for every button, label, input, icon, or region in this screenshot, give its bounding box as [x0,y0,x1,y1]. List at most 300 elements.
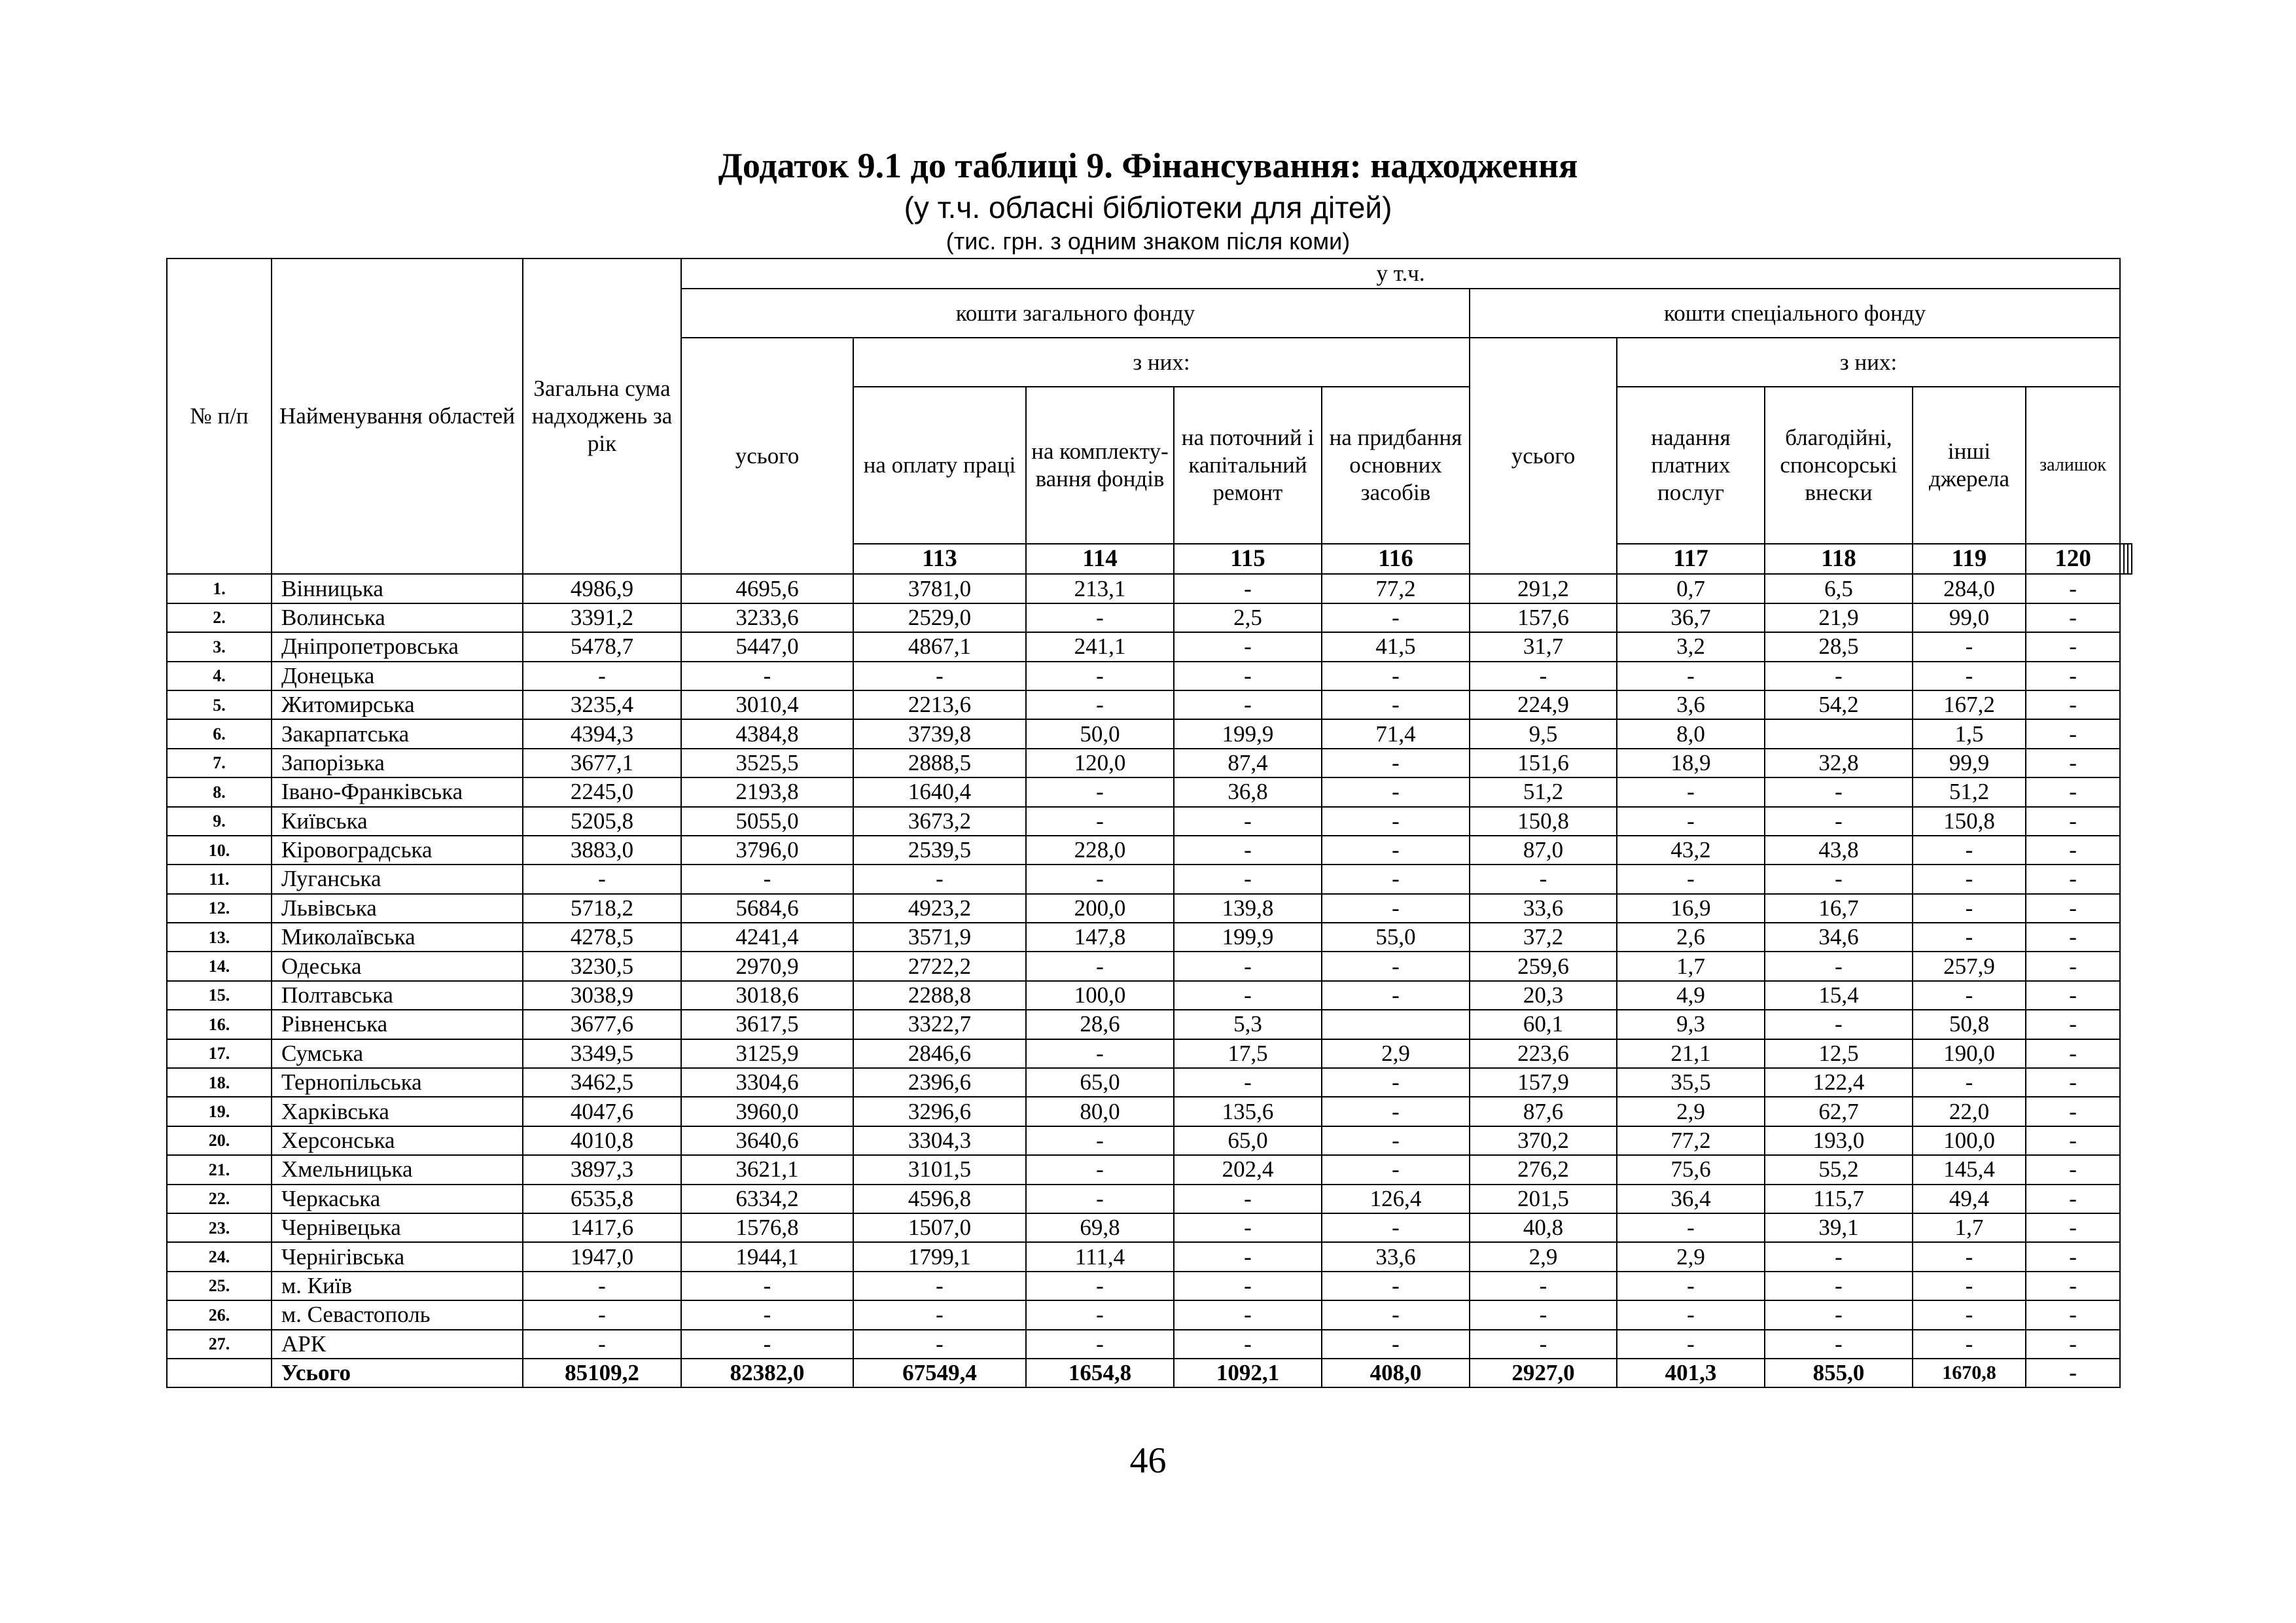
table-row [167,574,2132,603]
table-cell: 55,2 [1765,1155,1913,1184]
table-cell: 257,9 [1913,952,2026,980]
table-row [167,894,2132,923]
table-cell: 259,6 [1470,952,1617,980]
region-name: Вінницька [272,574,523,603]
total-cell: 1092,1 [1174,1359,1322,1387]
region-name: Полтавська [272,981,523,1010]
region-name: Луганська [272,865,523,893]
table-cell: 2,9 [1322,1039,1470,1068]
table-cell: 54,2 [1765,690,1913,719]
table-cell: 4596,8 [853,1185,1026,1213]
table-cell: 9,3 [1617,1010,1765,1039]
column-code: 114 [1026,544,1174,574]
table-cell: 3233,6 [681,603,853,632]
table-cell: 4986,9 [523,574,681,603]
table-row [167,1068,2132,1097]
table-cell: - [1322,1272,1470,1300]
table-cell: - [1765,865,1913,893]
table-cell: 3796,0 [681,836,853,865]
table-cell: 43,2 [1617,836,1765,865]
table-cell [1765,719,1913,748]
table-cell: - [853,1272,1026,1300]
table-cell: 199,9 [1174,923,1322,952]
table-cell: - [2026,603,2120,632]
table-cell: 2,6 [1617,923,1765,952]
table-cell: 3391,2 [523,603,681,632]
table-cell: - [2026,1300,2120,1329]
table-row [167,1272,2132,1300]
table-cell: 5055,0 [681,807,853,836]
row-number: 14. [167,952,272,980]
table-cell: - [853,1330,1026,1359]
table-cell: 199,9 [1174,719,1322,748]
table-cell: - [1026,690,1174,719]
table-cell: - [1026,1126,1174,1155]
table-cell: - [2026,1242,2120,1271]
table-cell: 157,6 [1470,603,1617,632]
region-name: Львівська [272,894,523,923]
region-name: Житомирська [272,690,523,719]
financing-table [166,258,2132,1388]
region-name: Одеська [272,952,523,980]
row-number: 24. [167,1242,272,1271]
table-cell: 50,0 [1026,719,1174,748]
table-cell: 151,6 [1470,749,1617,777]
header-general-fund: кошти загального фонду [681,289,1470,338]
table-cell: 2539,5 [853,836,1026,865]
table-row [167,1126,2132,1155]
table-cell: - [1617,1330,1765,1359]
table-cell: 87,4 [1174,749,1322,777]
header-region-name: Найменування областей [272,259,523,574]
table-cell: 150,8 [1470,807,1617,836]
header-special-of-which: з них: [1617,338,2120,387]
table-cell: - [1174,981,1322,1010]
table-cell: 284,0 [1913,574,2026,603]
table-cell: 157,9 [1470,1068,1617,1097]
table-cell: - [1174,952,1322,980]
table-cell: - [1026,777,1174,806]
row-number: 25. [167,1272,272,1300]
table-cell: 190,0 [1913,1039,2026,1068]
total-cell: 85109,2 [523,1359,681,1387]
table-cell: - [523,1300,681,1329]
table-cell: 87,6 [1470,1097,1617,1126]
row-number: 5. [167,690,272,719]
column-code: 120 [2026,544,2120,574]
table-cell: 200,0 [1026,894,1174,923]
table-cell: 5718,2 [523,894,681,923]
table-cell: 147,8 [1026,923,1174,952]
row-number: 19. [167,1097,272,1126]
table-cell: - [1026,1155,1174,1184]
table-row [167,749,2132,777]
row-number: 21. [167,1155,272,1184]
table-cell: 40,8 [1470,1213,1617,1242]
table-cell: - [1913,1242,2026,1271]
total-cell: 401,3 [1617,1359,1765,1387]
total-cell: 67549,4 [853,1359,1026,1387]
table-cell: 4047,6 [523,1097,681,1126]
table-cell: - [2026,690,2120,719]
table-cell: 4695,6 [681,574,853,603]
region-name: Харківська [272,1097,523,1126]
table-row [167,1097,2132,1126]
region-name: м. Севастополь [272,1300,523,1329]
table-cell: 3525,5 [681,749,853,777]
table-cell: 3897,3 [523,1155,681,1184]
table-cell: 99,9 [1913,749,2026,777]
table-cell: 65,0 [1174,1126,1322,1155]
table-cell: 33,6 [1470,894,1617,923]
row-number: 4. [167,662,272,690]
table-cell: 0,7 [1617,574,1765,603]
table-cell: - [2026,1039,2120,1068]
table-cell: - [1026,603,1174,632]
table-cell: 21,9 [1765,603,1913,632]
region-name: Миколаївська [272,923,523,952]
row-number: 11. [167,865,272,893]
table-cell: - [2026,1097,2120,1126]
table-cell: 1640,4 [853,777,1026,806]
table-cell: - [1617,1272,1765,1300]
table-cell: 291,2 [1470,574,1617,603]
table-cell: 3,6 [1617,690,1765,719]
table-cell: 370,2 [1470,1126,1617,1155]
table-cell: - [1765,1010,1913,1039]
region-name: Чернігівська [272,1242,523,1271]
table-cell: - [1765,1272,1913,1300]
header-paid-services: надання платних послуг [1617,387,1765,544]
table-cell: - [2026,865,2120,893]
table-cell: 3781,0 [853,574,1026,603]
table-cell: 3322,7 [853,1010,1026,1039]
table-cell: - [681,1300,853,1329]
total-cell: 1670,8 [1913,1359,2026,1387]
table-cell: - [1026,807,1174,836]
header-repair: на поточний і капітальний ремонт [1174,387,1322,544]
table-cell: 2213,6 [853,690,1026,719]
table-row [167,1010,2132,1039]
table-cell: 276,2 [1470,1155,1617,1184]
table-row [167,865,2132,893]
table-cell: 3617,5 [681,1010,853,1039]
table-cell: 22,0 [1913,1097,2026,1126]
table-cell: - [2026,1213,2120,1242]
row-number: 17. [167,1039,272,1068]
table-cell: 3739,8 [853,719,1026,748]
table-cell: - [1322,1300,1470,1329]
table-cell: 6535,8 [523,1185,681,1213]
table-cell: - [1470,1300,1617,1329]
table-cell: - [1765,662,1913,690]
table-row [167,1330,2132,1359]
table-cell: 3621,1 [681,1155,853,1184]
table-cell: 20,3 [1470,981,1617,1010]
table-cell: 167,2 [1913,690,2026,719]
table-cell: - [1913,836,2026,865]
table-cell: 3,2 [1617,632,1765,661]
table-cell: - [1617,865,1765,893]
table-cell: 2193,8 [681,777,853,806]
header-charity: благодійні, спонсорські внески [1765,387,1913,544]
region-name: Черкаська [272,1185,523,1213]
table-cell: 135,6 [1174,1097,1322,1126]
table-cell: 60,1 [1470,1010,1617,1039]
column-code: 116 [1322,544,1470,574]
table-cell: - [681,1272,853,1300]
table-cell: 3960,0 [681,1097,853,1126]
table-cell: 1,7 [1617,952,1765,980]
table-cell: 111,4 [1026,1242,1174,1271]
table-row [167,1300,2132,1329]
table-cell: 2,9 [1617,1097,1765,1126]
table-row [167,1155,2132,1184]
table-cell: 3640,6 [681,1126,853,1155]
table-cell: 50,8 [1913,1010,2026,1039]
table-cell: 16,9 [1617,894,1765,923]
table-cell: - [853,1300,1026,1329]
table-row [167,952,2132,980]
table-cell: - [1322,807,1470,836]
table-row [167,1185,2132,1213]
region-name: АРК [272,1330,523,1359]
total-cell: - [2026,1359,2120,1387]
table-cell: - [1174,1185,1322,1213]
table-cell: - [1174,574,1322,603]
row-number: 1. [167,574,272,603]
table-cell: 34,6 [1765,923,1913,952]
table-cell: - [2026,981,2120,1010]
table-cell: 1,5 [1913,719,2026,748]
total-row [167,1359,2132,1387]
table-cell: 5447,0 [681,632,853,661]
row-number: 15. [167,981,272,1010]
table-cell: 3230,5 [523,952,681,980]
table-cell: - [1174,1330,1322,1359]
page-title: Додаток 9.1 до таблиці 9. Фінансування: надходження [718,146,1578,185]
table-body [167,574,2132,1387]
table-cell: - [2026,1068,2120,1097]
table-cell: 5478,7 [523,632,681,661]
table-cell: - [2026,1010,2120,1039]
header-other-sources: інші джерела [1913,387,2026,544]
table-cell: - [1174,865,1322,893]
table-cell: 4394,3 [523,719,681,748]
region-name: Київська [272,807,523,836]
table-cell: - [2026,1126,2120,1155]
table-cell: - [2026,894,2120,923]
table-row [167,1242,2132,1271]
table-cell: 3349,5 [523,1039,681,1068]
table-cell: 6334,2 [681,1185,853,1213]
table-cell: - [1322,894,1470,923]
row-number: 27. [167,1330,272,1359]
table-row [167,807,2132,836]
table-cell: - [1026,662,1174,690]
table-cell: - [2026,1272,2120,1300]
column-code: 115 [1174,544,1322,574]
header-general-of-which: з них: [853,338,1470,387]
table-cell: - [853,662,1026,690]
table-cell: 3677,6 [523,1010,681,1039]
table-cell: 15,4 [1765,981,1913,1010]
table-row [167,777,2132,806]
table-cell: 65,0 [1026,1068,1174,1097]
region-name: Закарпатська [272,719,523,748]
region-name: Запорізька [272,749,523,777]
row-number: 8. [167,777,272,806]
header-num: № п/п [167,259,272,574]
table-cell: 2888,5 [853,749,1026,777]
header-general-total: усього [681,338,853,574]
table-row [167,662,2132,690]
table-cell: 4010,8 [523,1126,681,1155]
table-cell: - [1322,1068,1470,1097]
table-cell: 33,6 [1322,1242,1470,1271]
table-cell: - [1174,1272,1322,1300]
table-row [167,981,2132,1010]
region-name: Рівненська [272,1010,523,1039]
table-cell: - [1026,952,1174,980]
table-cell: 51,2 [1470,777,1617,806]
table-cell: 6,5 [1765,574,1913,603]
row-number: 22. [167,1185,272,1213]
table-row [167,1039,2132,1068]
table-cell: 120,0 [1026,749,1174,777]
table-cell: 193,0 [1765,1126,1913,1155]
header-collection: на комплекту-вання фондів [1026,387,1174,544]
table-cell: 87,0 [1470,836,1617,865]
table-cell: - [1617,1213,1765,1242]
table-cell: 2,5 [1174,603,1322,632]
table-cell: - [1913,923,2026,952]
table-cell: 71,4 [1322,719,1470,748]
table-cell: 12,5 [1765,1039,1913,1068]
table-row [167,690,2132,719]
row-number: 20. [167,1126,272,1155]
table-cell [1322,1010,1470,1039]
header-incl: у т.ч. [681,259,2120,289]
region-name: Чернівецька [272,1213,523,1242]
table-cell: - [1470,1330,1617,1359]
column-code: 117 [1617,544,1765,574]
region-name: Хмельницька [272,1155,523,1184]
table-cell: - [1913,1300,2026,1329]
region-name: Сумська [272,1039,523,1068]
table-cell: - [1913,662,2026,690]
table-cell: 1417,6 [523,1213,681,1242]
table-cell: - [1026,1330,1174,1359]
table-cell: 4,9 [1617,981,1765,1010]
table-cell: - [2026,807,2120,836]
table-row [167,836,2132,865]
table-cell: 77,2 [1322,574,1470,603]
table-cell: 150,8 [1913,807,2026,836]
table-cell: 2,9 [1617,1242,1765,1271]
table-cell: - [1913,865,2026,893]
table-cell: 41,5 [1322,632,1470,661]
table-cell: - [1470,662,1617,690]
table-cell: - [681,662,853,690]
table-cell: - [1913,632,2026,661]
page-number: 46 [1129,1440,1167,1481]
table-cell: 35,5 [1617,1068,1765,1097]
table-cell: - [1174,662,1322,690]
table-cell: - [1765,1330,1913,1359]
table-cell: 4278,5 [523,923,681,952]
table-cell: 3304,3 [853,1126,1026,1155]
row-number: 10. [167,836,272,865]
table-cell: 4923,2 [853,894,1026,923]
column-code: 113 [853,544,1026,574]
table-cell: 201,5 [1470,1185,1617,1213]
table-cell: 4384,8 [681,719,853,748]
table-cell: 3673,2 [853,807,1026,836]
column-code: 119 [1913,544,2026,574]
row-number: 12. [167,894,272,923]
table-cell: - [1322,836,1470,865]
table-cell: - [1322,952,1470,980]
table-cell: - [2026,777,2120,806]
row-number: 18. [167,1068,272,1097]
table-cell: - [2026,749,2120,777]
units-note: (тис. грн. з одним знаком після коми) [945,228,1351,255]
table-cell: 9,5 [1470,719,1617,748]
table-cell: 100,0 [1026,981,1174,1010]
table-cell: 62,7 [1765,1097,1913,1126]
table-cell: - [1322,690,1470,719]
table-row [167,1213,2132,1242]
row-number: 3. [167,632,272,661]
total-cell: 855,0 [1765,1359,1913,1387]
table-cell: - [1026,1300,1174,1329]
table-cell: 55,0 [1322,923,1470,952]
table-cell: 241,1 [1026,632,1174,661]
column-code [2128,544,2132,574]
table-cell: - [1913,981,2026,1010]
table-row [167,923,2132,952]
table-cell: - [1174,807,1322,836]
table-cell: 5,3 [1174,1010,1322,1039]
row-number: 16. [167,1010,272,1039]
table-cell: - [1026,865,1174,893]
table-cell: 2288,8 [853,981,1026,1010]
table-cell: - [1913,1068,2026,1097]
table-cell: 213,1 [1026,574,1174,603]
table-cell: 228,0 [1026,836,1174,865]
table-cell: 51,2 [1913,777,2026,806]
table-cell: 28,5 [1765,632,1913,661]
table-cell: 224,9 [1470,690,1617,719]
row-number: 9. [167,807,272,836]
table-cell: 36,7 [1617,603,1765,632]
table-cell: 49,4 [1913,1185,2026,1213]
table-cell: - [1322,1330,1470,1359]
table-row [167,632,2132,661]
table-cell: 69,8 [1026,1213,1174,1242]
table-cell: 4867,1 [853,632,1026,661]
region-name: Івано-Франківська [272,777,523,806]
table-cell: - [1322,1126,1470,1155]
table-cell: 37,2 [1470,923,1617,952]
table-cell: 3304,6 [681,1068,853,1097]
table-cell: - [1322,777,1470,806]
total-cell: 408,0 [1322,1359,1470,1387]
table-cell: 145,4 [1913,1155,2026,1184]
row-number: 23. [167,1213,272,1242]
table-cell: 32,8 [1765,749,1913,777]
